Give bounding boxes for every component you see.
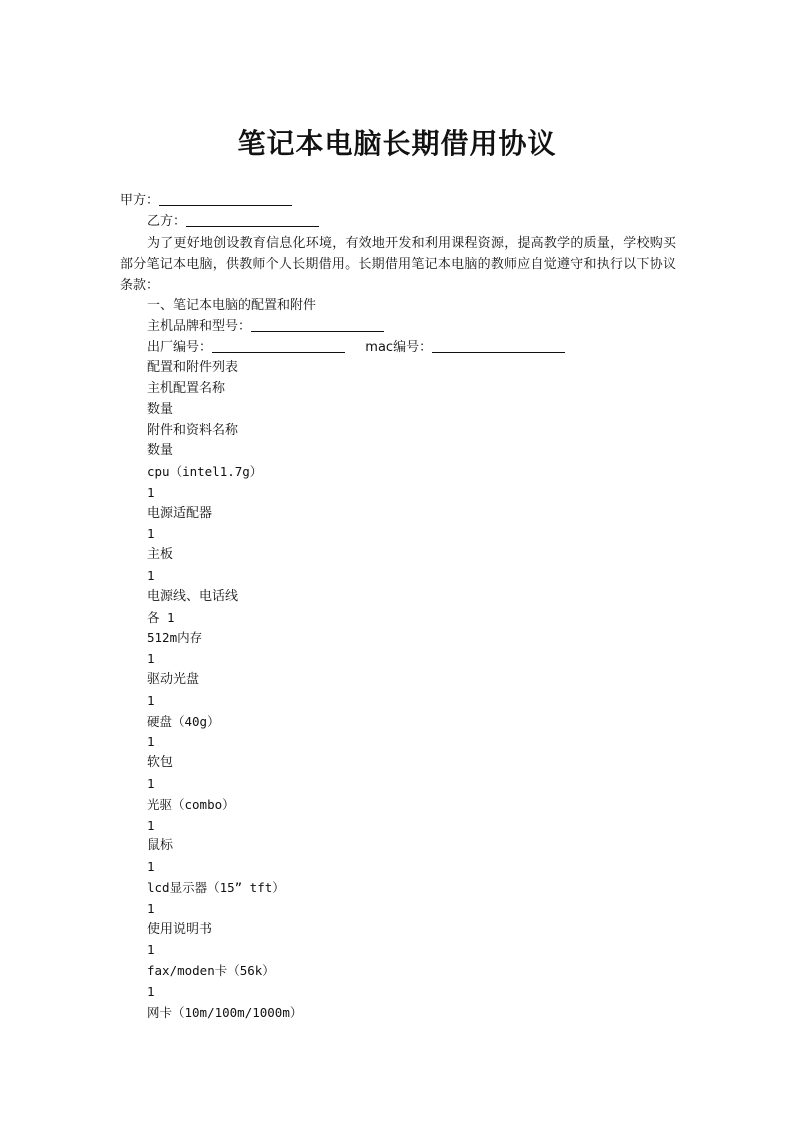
list-item: 驱动光盘 — [147, 672, 200, 687]
party-a-blank — [159, 191, 292, 206]
party-a-line — [120, 191, 292, 211]
intro-paragraph: 为了更好地创设教育信息化环境，有效地开发和利用课程资源，提高教学的质量，学校购买部分笔记本电脑，供教师个人长期借用。长期借用笔记本电脑的教师应自觉遵守和执行以下协议条款： — [120, 236, 676, 293]
list-item: 1 — [147, 651, 155, 666]
factory-no-label: 出厂编号： — [147, 340, 213, 355]
header-qty-1: 数量 — [147, 402, 174, 417]
mac-blank — [432, 338, 565, 353]
list-item: 512m内存 — [147, 630, 203, 645]
section1-heading: 一、笔记本电脑的配置和附件 — [147, 298, 317, 313]
brand-model-line — [147, 317, 384, 337]
list-item: 使用说明书 — [147, 922, 213, 937]
list-item: cpu（intel1.7g） — [147, 464, 263, 479]
mac-label: mac编号： — [365, 340, 433, 355]
list-item: 1 — [147, 526, 155, 541]
list-item: 1 — [147, 859, 155, 874]
list-item: 1 — [147, 693, 155, 708]
list-item: 各 1 — [147, 610, 175, 625]
party-b-blank — [186, 212, 319, 227]
brand-model-label: 主机品牌和型号： — [147, 319, 252, 334]
list-item: 光驱（combo） — [147, 797, 235, 812]
list-item: fax/moden卡（56k） — [147, 963, 275, 978]
party-b-line — [147, 212, 319, 232]
list-item: 硬盘（40g） — [147, 714, 220, 729]
party-b-label: 乙方： — [147, 214, 187, 229]
list-item: 主板 — [147, 547, 174, 562]
list-item: lcd显示器（15” tft） — [147, 880, 285, 895]
list-item: 鼠标 — [147, 838, 174, 853]
document-title: 笔记本电脑长期借用协议 — [237, 127, 557, 160]
list-item: 网卡（10m/100m/1000m） — [147, 1005, 303, 1020]
factory-no-blank — [212, 338, 345, 353]
list-item: 软包 — [147, 755, 174, 770]
party-a-label: 甲方： — [120, 193, 160, 208]
list-item: 1 — [147, 776, 155, 791]
list-item: 1 — [147, 734, 155, 749]
list-item: 1 — [147, 984, 155, 999]
header-qty-2: 数量 — [147, 443, 174, 458]
list-item: 电源线、电话线 — [147, 589, 239, 604]
list-item: 1 — [147, 568, 155, 583]
header-host-config: 主机配置名称 — [147, 381, 226, 396]
list-item: 1 — [147, 901, 155, 916]
list-item: 电源适配器 — [147, 506, 213, 521]
brand-model-blank — [251, 317, 384, 332]
list-title: 配置和附件列表 — [147, 360, 239, 375]
serial-line — [147, 338, 565, 358]
list-item: 1 — [147, 942, 155, 957]
header-accessory: 附件和资料名称 — [147, 423, 239, 438]
list-item: 1 — [147, 485, 155, 500]
list-item: 1 — [147, 818, 155, 833]
